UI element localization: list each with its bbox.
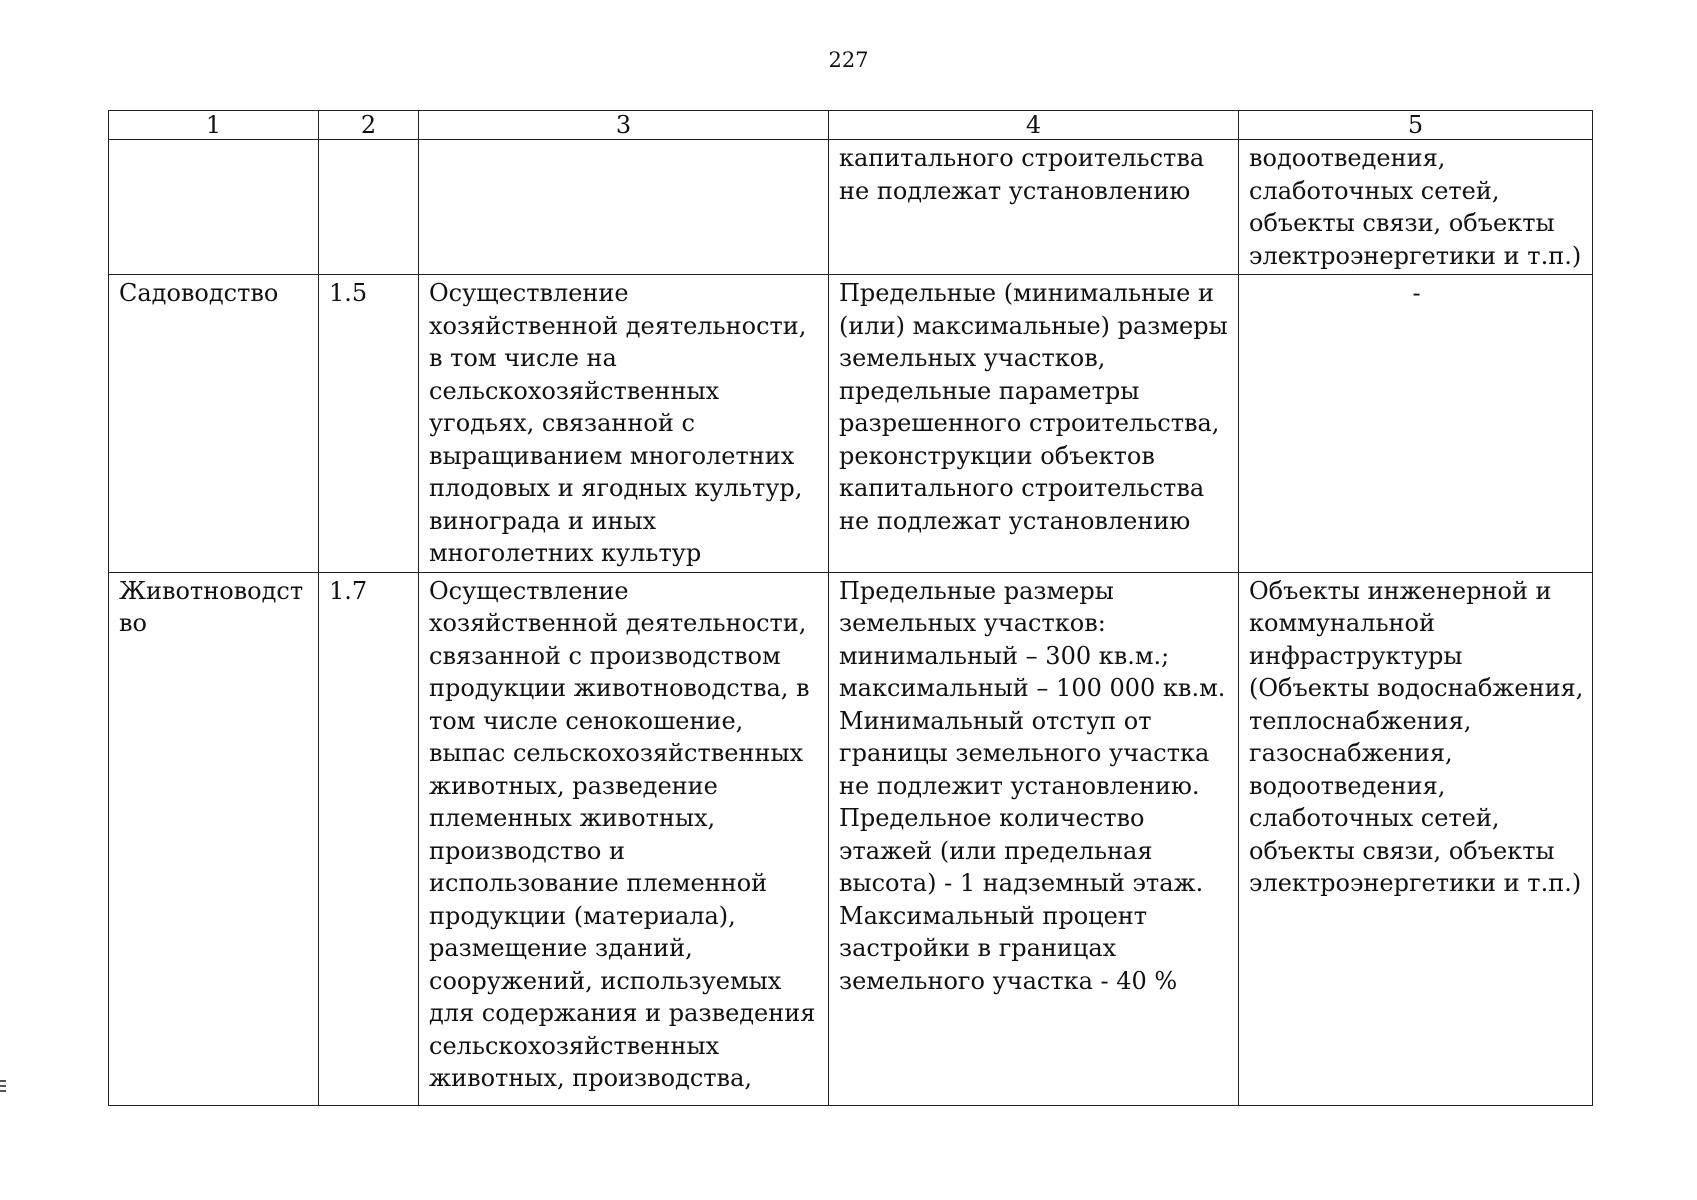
cell-code: 1.5: [319, 275, 419, 573]
cell-objects: Объекты инженерной и коммунальной инфраструктуры (Объекты водоснабжения, теплоснабжения, газоснабжения, водоотведения, слаботочных сетей, объекты связи, объекты электроэнергетики и т.п.): [1239, 572, 1593, 1105]
cell-parameters: капитального строительства не подлежат установлению: [829, 140, 1239, 275]
table-row: [109, 572, 1593, 1105]
cell-code: [319, 140, 419, 275]
cell-code: 1.7: [319, 572, 419, 1105]
column-header-3: 3: [419, 111, 829, 140]
cell-parameters: Предельные размеры земельных участков: минимальный – 300 кв.м.; максимальный – 100 000 кв.м. Минимальный отступ от границы земельного участка не подлежит установлению. Предельное количество этажей (или предельная высота) - 1 надземный этаж. Максимальный процент застройки в границах земельного участка - 40 %: [829, 572, 1239, 1105]
cell-objects: водоотведения, слаботочных сетей, объекты связи, объекты электроэнергетики и т.п.): [1239, 140, 1593, 275]
scan-margin-mark: [0, 1080, 6, 1094]
cell-parameters: Предельные (минимальные и (или) максимальные) размеры земельных участков, предельные параметры разрешенного строительства, реконструкции объектов капитального строительства не подлежат установлению: [829, 275, 1239, 573]
cell-description: [419, 140, 829, 275]
column-header-2: 2: [319, 111, 419, 140]
column-header-1: 1: [109, 111, 319, 140]
cell-description: Осуществление хозяйственной деятельности, связанной с производством продукции животноводства, в том числе сенокошение, выпас сельскохозяйственных животных, разведение племенных животных, производство и использование племенной продукции (материала), размещение зданий, сооружений, используемых для содержания и разведения сельскохозяйственных животных, производства,: [419, 572, 829, 1105]
cell-name: Животноводство: [109, 572, 319, 1105]
cell-objects: -: [1239, 275, 1593, 573]
land-use-table: [108, 110, 1593, 1106]
cell-name: Садоводство: [109, 275, 319, 573]
table-row: [109, 140, 1593, 275]
page-number: 227: [828, 48, 869, 72]
column-header-5: 5: [1239, 111, 1593, 140]
cell-name: [109, 140, 319, 275]
cell-description: Осуществление хозяйственной деятельности, в том числе на сельскохозяйственных угодьях, связанной с выращиванием многолетних плодовых и ягодных культур, винограда и иных многолетних культур: [419, 275, 829, 573]
column-header-4: 4: [829, 111, 1239, 140]
table-row: [109, 275, 1593, 573]
table-header-row: [109, 111, 1593, 140]
